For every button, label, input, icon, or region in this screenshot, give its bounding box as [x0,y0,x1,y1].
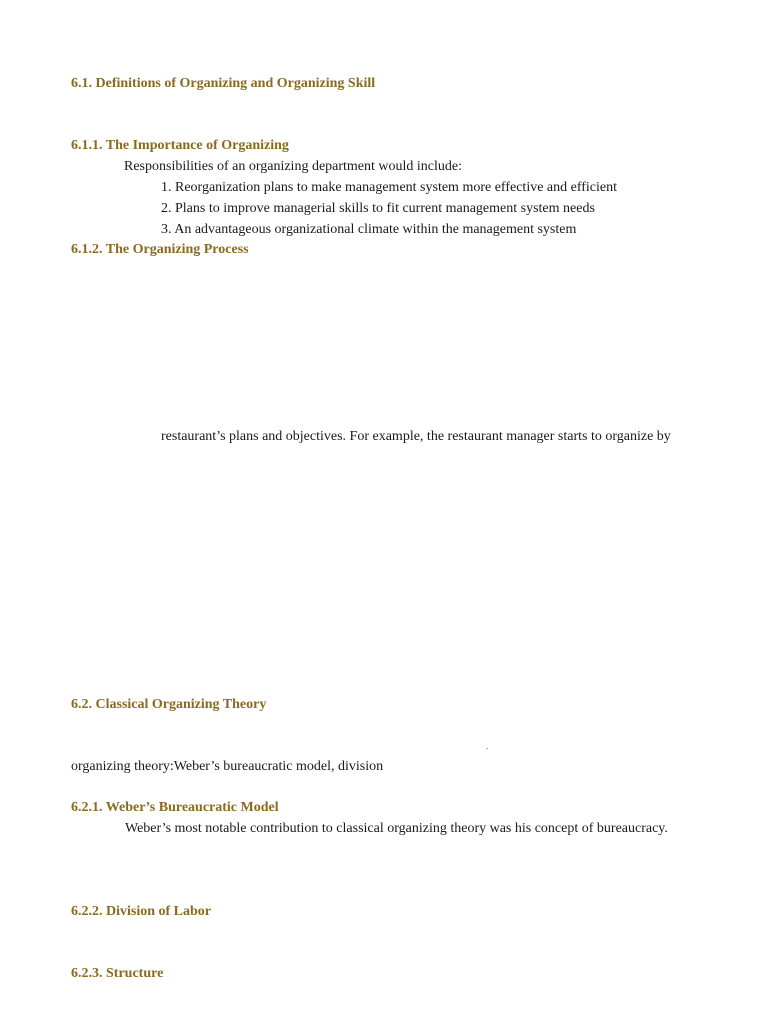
section-6-1-1-heading: 6.1.1. The Importance of Organizing [71,138,289,153]
section-6-1-heading: 6.1. Definitions of Organizing and Organizing Skill [71,76,376,91]
responsibilities-intro: Responsibilities of an organizing department would include: [124,159,463,174]
organizing-process-fragment: restaurant’s plans and objectives. For example, the restaurant manager starts to organize by [161,429,671,444]
list-item: 2. Plans to improve managerial skills to fit current management system needs [161,201,595,216]
list-item: 3. An advantageous organizational climate within the management system [161,222,577,237]
section-6-2-1-heading: 6.2.1. Weber’s Bureaucratic Model [71,800,279,815]
weber-paragraph: Weber’s most notable contribution to classical organizing theory was his concept of bureaucracy. [125,821,668,836]
list-item: 1. Reorganization plans to make management system more effective and efficient [161,180,618,195]
classical-theory-fragment: organizing theory:Weber’s bureaucratic model, division [71,759,384,774]
section-6-2-3-heading: 6.2.3. Structure [71,966,164,981]
stray-dot: . [486,742,488,751]
section-6-1-2-heading: 6.1.2. The Organizing Process [71,242,249,257]
section-6-2-heading: 6.2. Classical Organizing Theory [71,697,267,712]
section-6-2-2-heading: 6.2.2. Division of Labor [71,904,212,919]
